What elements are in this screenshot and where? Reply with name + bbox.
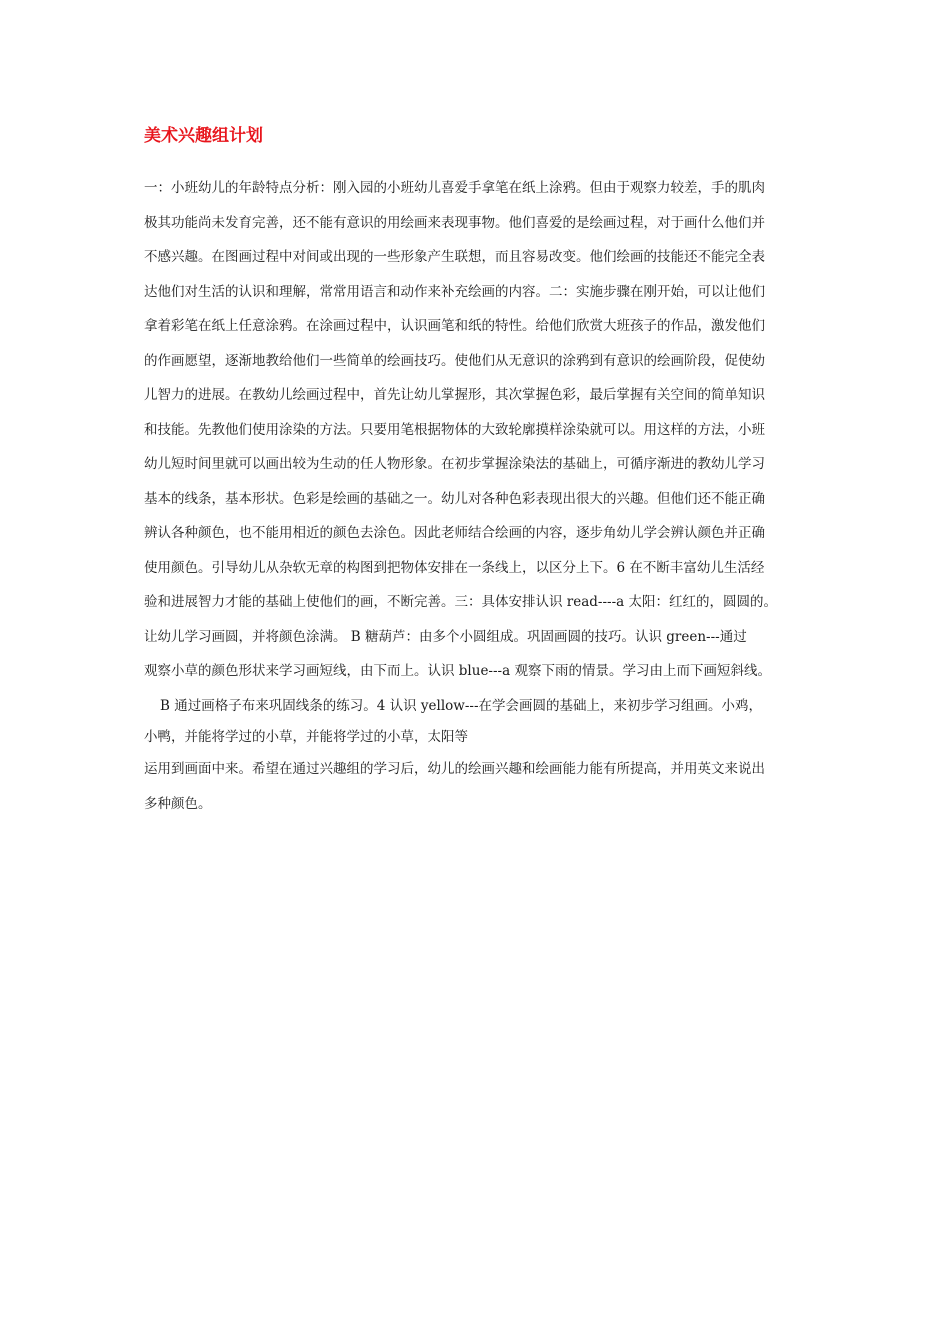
body-line-7: 儿智力的进展。在教幼儿绘画过程中，首先让幼儿掌握形，其次掌握色彩，最后掌握有关空间的简单知识 — [144, 387, 765, 403]
body-line-2: 极其功能尚未发育完善，还不能有意识的用绘画来表现事物。他们喜爱的是绘画过程，对于画什么他们并 — [144, 214, 765, 231]
document-title: 美术兴趣组计划 — [144, 126, 263, 146]
body-line-1: 一：小班幼儿的年龄特点分析：刚入园的小班幼儿喜爱手拿笔在纸上涂鸦。但由于观察力较差，手的肌肉 — [144, 180, 765, 196]
body-line-16: B 通过画格子布来巩固线条的练习。4 认识 yellow---在学会画圆的基础上，来初步学习组画。小鸡， — [160, 697, 763, 714]
body-line-12: 使用颜色。引导幼儿从杂软无章的构图到把物体安排在一条线上，以区分上下。6 在不断丰富幼儿生活经 — [144, 559, 765, 576]
body-line-5: 拿着彩笔在纸上任意涂鸦。在涂画过程中，认识画笔和纸的特性。给他们欣赏大班孩子的作品，激发他们 — [144, 318, 765, 334]
body-line-17: 小鸭，并能将学过的小草，并能将学过的小草，太阳等 — [144, 729, 468, 745]
body-line-9: 幼儿短时间里就可以画出较为生动的任人物形象。在初步掌握涂染法的基础上，可循序渐进的教幼儿学习 — [144, 456, 765, 472]
body-line-11: 辨认各种颜色，也不能用相近的颜色去涂色。因此老师结合绘画的内容，逐步角幼儿学会辨认颜色并正确 — [144, 525, 765, 541]
body-line-4: 达他们对生活的认识和理解，常常用语言和动作来补充绘画的内容。二：实施步骤在刚开始，可以让他们 — [144, 283, 765, 300]
body-line-3: 不感兴趣。在图画过程中对间或出现的一些形象产生联想，而且容易改变。他们绘画的技能还不能完全表 — [144, 249, 765, 265]
body-line-15: 观察小草的颜色形状来学习画短线，由下而上。认识 blue---a 观察下雨的情景。学习由上而下画短斜线。 — [144, 663, 771, 679]
body-line-10: 基本的线条，基本形状。色彩是绘画的基础之一。幼儿对各种色彩表现出很大的兴趣。但他们还不能正确 — [144, 490, 765, 507]
body-line-13: 验和进展智力才能的基础上使他们的画，不断完善。三：具体安排认识 read----a 太阳：红红的，圆圆的。 — [144, 594, 778, 610]
document-body — [144, 171, 824, 821]
body-line-14: 让幼儿学习画圆，并将颜色涂满。 B 糖葫芦：由多个小圆组成。巩固画圆的技巧。认识 green---通过 — [144, 628, 747, 645]
body-line-19: 多种颜色。 — [144, 795, 212, 812]
body-line-6: 的作画愿望，逐渐地教给他们一些简单的绘画技巧。使他们从无意识的涂鸦到有意识的绘画阶段，促使幼 — [144, 352, 765, 369]
body-line-8: 和技能。先教他们使用涂染的方法。只要用笔根据物体的大致轮廓摸样涂染就可以。用这样的方法，小班 — [144, 421, 765, 438]
body-line-18: 运用到画面中来。希望在通过兴趣组的学习后，幼儿的绘画兴趣和绘画能力能有所提高，并用英文来说出 — [144, 761, 765, 777]
